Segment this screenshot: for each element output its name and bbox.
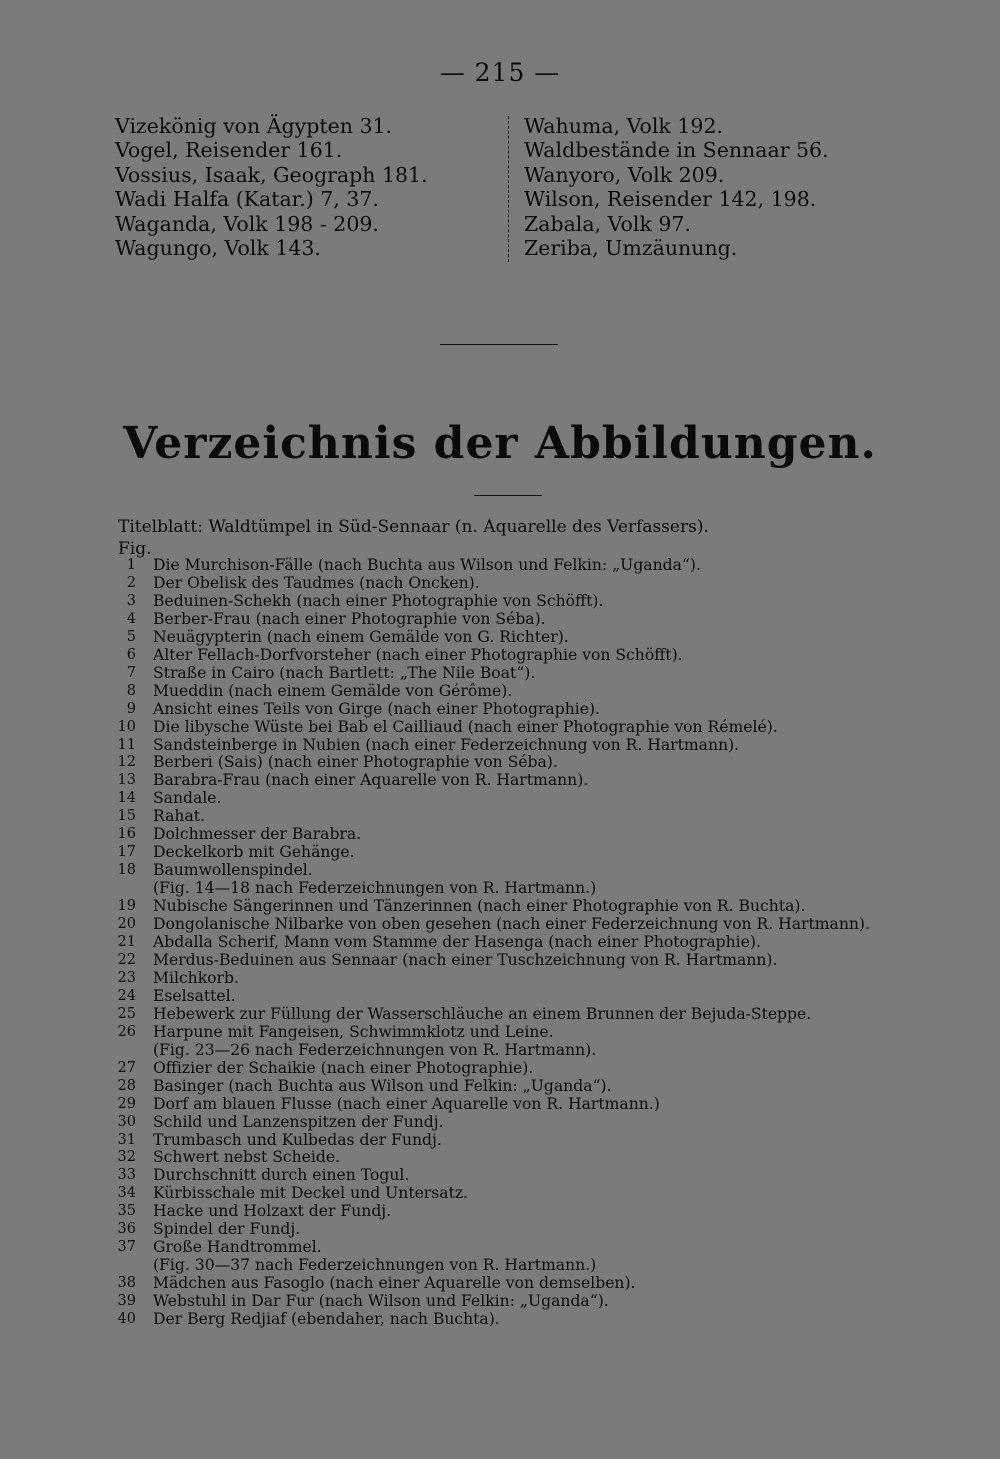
index-entry: Vossius, Isaak, Geograph 181. bbox=[115, 162, 428, 187]
figure-caption: Dongolanische Nilbarke von oben gesehen (nach einer Federzeichnung von R. Hartmann). bbox=[153, 915, 870, 934]
figure-number: 38 bbox=[117, 1275, 136, 1292]
index-entry: Vogel, Reisender 161. bbox=[115, 138, 343, 163]
figure-number: 36 bbox=[117, 1221, 136, 1238]
figure-caption: Webstuhl in Dar Fur (nach Wilson und Felkin: „Uganda“). bbox=[153, 1292, 609, 1311]
figure-entry bbox=[112, 629, 870, 647]
figure-caption: Hebewerk zur Füllung der Wasserschläuche an einem Brunnen der Bejuda-Steppe. bbox=[153, 1004, 812, 1023]
figure-caption: Alter Fellach-Dorfvorsteher (nach einer Photographie von Schöfft). bbox=[153, 645, 683, 664]
figure-number: 39 bbox=[117, 1293, 136, 1310]
figure-entry bbox=[112, 557, 870, 575]
figure-caption: Dolchmesser der Barabra. bbox=[153, 825, 362, 844]
figure-number: 28 bbox=[117, 1077, 136, 1094]
figure-caption: Berber-Frau (nach einer Photographie von Séba). bbox=[153, 609, 546, 628]
figure-caption: Mueddin (nach einem Gemälde von Gérôme). bbox=[153, 681, 513, 700]
figure-entry bbox=[112, 1311, 870, 1329]
figure-caption: Basinger (nach Buchta aus Wilson und Felkin: „Uganda“). bbox=[153, 1076, 612, 1095]
figure-caption: Spindel der Fundj. bbox=[153, 1220, 301, 1239]
figure-number: 40 bbox=[117, 1311, 136, 1328]
figure-number: 30 bbox=[117, 1113, 136, 1130]
figure-number: 17 bbox=[117, 844, 136, 861]
figure-caption: Dorf am blauen Flusse (nach einer Aquarelle von R. Hartmann.) bbox=[153, 1094, 660, 1113]
figure-caption: Barabra-Frau (nach einer Aquarelle von R. Hartmann). bbox=[153, 771, 589, 790]
figure-entry bbox=[112, 1239, 870, 1257]
figure-number: 24 bbox=[117, 987, 136, 1004]
figure-caption: Trumbasch und Kulbedas der Fundj. bbox=[153, 1130, 442, 1149]
column-divider bbox=[508, 116, 509, 262]
figure-number: 15 bbox=[117, 808, 136, 825]
figure-entry bbox=[112, 1185, 870, 1203]
figure-entry bbox=[112, 1203, 870, 1221]
figure-number: 4 bbox=[126, 610, 136, 627]
figure-number: 25 bbox=[117, 1005, 136, 1022]
figure-number: 11 bbox=[117, 736, 136, 753]
index-entry: Wanyoro, Volk 209. bbox=[524, 162, 725, 187]
figure-caption: (Fig. 30—37 nach Federzeichnungen von R. Hartmann.) bbox=[153, 1256, 597, 1275]
figure-entry bbox=[112, 593, 870, 611]
figure-number: 37 bbox=[117, 1239, 136, 1256]
figure-number: 9 bbox=[126, 700, 136, 717]
figure-caption: Mädchen aus Fasoglo (nach einer Aquarelle von demselben). bbox=[153, 1274, 636, 1293]
figure-entry bbox=[112, 1006, 870, 1024]
index-entry: Wahuma, Volk 192. bbox=[524, 114, 724, 138]
figure-entry bbox=[112, 737, 870, 755]
figure-number: 7 bbox=[126, 664, 136, 681]
figure-entry bbox=[112, 754, 870, 772]
index-entry: Vizekönig von Ägypten 31. bbox=[115, 114, 393, 138]
figure-entry bbox=[112, 1042, 870, 1060]
figure-caption: Abdalla Scherif, Mann vom Stamme der Hasenga (nach einer Photographie). bbox=[153, 933, 761, 952]
title-sheet-entry: Titelblatt: Waldtümpel in Süd-Sennaar (n. Aquarelle des Verfassers). bbox=[118, 517, 709, 537]
figure-entry bbox=[112, 1132, 870, 1150]
figure-entry bbox=[112, 1149, 870, 1167]
figure-number: 27 bbox=[117, 1059, 136, 1076]
figure-number: 8 bbox=[126, 682, 136, 699]
section-title: Verzeichnis der Abbildungen. bbox=[123, 418, 877, 469]
figure-entry bbox=[112, 790, 870, 808]
figure-caption: Rahat. bbox=[153, 807, 205, 826]
figure-caption: Der Obelisk des Taudmes (nach Oncken). bbox=[153, 573, 480, 592]
figure-entry bbox=[112, 988, 870, 1006]
figure-caption: Schwert nebst Scheide. bbox=[153, 1148, 341, 1167]
figure-number: 20 bbox=[117, 916, 136, 933]
index-entry: Waldbestände in Sennaar 56. bbox=[524, 138, 829, 163]
figure-number: 5 bbox=[126, 628, 136, 645]
figure-number: 29 bbox=[117, 1095, 136, 1112]
figure-entry bbox=[112, 844, 870, 862]
figure-entry bbox=[112, 952, 870, 970]
figure-caption: Die Murchison-Fälle (nach Buchta aus Wilson und Felkin: „Uganda“). bbox=[153, 556, 701, 574]
figure-number: 6 bbox=[126, 646, 136, 663]
figure-entry bbox=[112, 1257, 870, 1275]
figure-number: 21 bbox=[117, 934, 136, 951]
figure-caption: Deckelkorb mit Gehänge. bbox=[153, 843, 355, 862]
figure-caption: Offizier der Schaikie (nach einer Photographie). bbox=[153, 1058, 534, 1077]
figure-caption: Schild und Lanzenspitzen der Fundj. bbox=[153, 1112, 444, 1131]
figure-caption: Baumwollenspindel. bbox=[153, 861, 313, 880]
figure-number bbox=[112, 1042, 136, 1060]
figure-caption: Merdus-Beduinen aus Sennaar (nach einer Tuschzeichnung von R. Hartmann). bbox=[153, 950, 778, 969]
figure-entry bbox=[112, 898, 870, 916]
figure-entry bbox=[112, 1024, 870, 1042]
figure-number: 19 bbox=[117, 898, 136, 915]
figure-number bbox=[112, 880, 136, 898]
figure-number: 31 bbox=[117, 1131, 136, 1148]
figure-caption: Beduinen-Schekh (nach einer Photographie von Schöfft). bbox=[153, 591, 604, 610]
title-underline bbox=[474, 495, 542, 496]
figure-number: 3 bbox=[126, 592, 136, 609]
figure-entry bbox=[112, 808, 870, 826]
page-number: — 215 — bbox=[439, 58, 561, 87]
figure-caption: Die libysche Wüste bei Bab el Cailliaud (nach einer Photographie von Rémelé). bbox=[153, 717, 778, 736]
figure-caption: Ansicht eines Teils von Girge (nach einer Photographie). bbox=[153, 699, 601, 718]
index-entry: Zeriba, Umzäunung. bbox=[524, 236, 738, 261]
figure-caption: (Fig. 14—18 nach Federzeichnungen von R. Hartmann.) bbox=[153, 879, 597, 898]
figure-number: 10 bbox=[117, 718, 136, 735]
index-entry: Wagungo, Volk 143. bbox=[115, 236, 321, 261]
figure-caption: Straße in Cairo (nach Bartlett: „The Nile Boat“). bbox=[153, 663, 536, 682]
figure-caption: Berberi (Sais) (nach einer Photographie von Séba). bbox=[153, 753, 558, 772]
figure-entry bbox=[112, 665, 870, 683]
figure-entry bbox=[112, 1167, 870, 1185]
figure-number: 26 bbox=[117, 1023, 136, 1040]
figure-number: 2 bbox=[126, 574, 136, 591]
figure-entry bbox=[112, 1221, 870, 1239]
index-column-right bbox=[524, 114, 829, 260]
figure-entry bbox=[112, 826, 870, 844]
figure-caption: Harpune mit Fangeisen, Schwimmklotz und Leine. bbox=[153, 1022, 554, 1041]
figure-number: 18 bbox=[117, 862, 136, 879]
figure-entry bbox=[112, 916, 870, 934]
figure-entry bbox=[112, 611, 870, 629]
figure-number: 16 bbox=[117, 826, 136, 843]
figure-caption: Neuägypterin (nach einem Gemälde von G. Richter). bbox=[153, 627, 569, 646]
figure-entry bbox=[112, 575, 870, 593]
figure-entry bbox=[112, 970, 870, 988]
figure-number: 14 bbox=[117, 790, 136, 807]
index-entry: Zabala, Volk 97. bbox=[524, 211, 691, 236]
figure-entry bbox=[112, 1096, 870, 1114]
figure-number: 32 bbox=[117, 1149, 136, 1166]
figure-number: 23 bbox=[117, 969, 136, 986]
figure-entry bbox=[112, 862, 870, 880]
figure-caption: (Fig. 23—26 nach Federzeichnungen von R. Hartmann). bbox=[153, 1040, 597, 1059]
figure-caption: Der Berg Redjiaf (ebendaher, nach Buchta). bbox=[153, 1310, 500, 1329]
fig-label: Fig. bbox=[118, 539, 152, 559]
figure-caption: Sandsteinberge in Nubien (nach einer Federzeichnung von R. Hartmann). bbox=[153, 735, 740, 754]
figure-number: 22 bbox=[117, 951, 136, 968]
figure-list bbox=[112, 557, 870, 1329]
figure-number: 13 bbox=[117, 772, 136, 789]
figure-number: 1 bbox=[126, 557, 136, 573]
index-entry: Wilson, Reisender 142, 198. bbox=[524, 187, 817, 212]
figure-caption: Sandale. bbox=[153, 789, 222, 808]
figure-number: 12 bbox=[117, 754, 136, 771]
figure-caption: Milchkorb. bbox=[153, 968, 239, 987]
index-entry: Waganda, Volk 198 - 209. bbox=[115, 211, 379, 236]
figure-caption: Durchschnitt durch einen Togul. bbox=[153, 1166, 410, 1185]
figure-caption: Eselsattel. bbox=[153, 986, 236, 1005]
figure-number bbox=[112, 1257, 136, 1275]
section-divider bbox=[440, 344, 558, 345]
figure-number: 33 bbox=[117, 1167, 136, 1184]
figure-entry bbox=[112, 1078, 870, 1096]
figure-entry bbox=[112, 1293, 870, 1311]
figure-entry bbox=[112, 701, 870, 719]
figure-caption: Kürbisschale mit Deckel und Untersatz. bbox=[153, 1184, 469, 1203]
figure-number: 35 bbox=[117, 1203, 136, 1220]
figure-entry bbox=[112, 683, 870, 701]
figure-entry bbox=[112, 1275, 870, 1293]
figure-number: 34 bbox=[117, 1185, 136, 1202]
figure-entry bbox=[112, 1114, 870, 1132]
figure-caption: Nubische Sängerinnen und Tänzerinnen (nach einer Photographie von R. Buchta). bbox=[153, 897, 806, 916]
figure-caption: Große Handtrommel. bbox=[153, 1238, 322, 1257]
figure-entry bbox=[112, 719, 870, 737]
figure-entry bbox=[112, 647, 870, 665]
index-entry: Wadi Halfa (Katar.) 7, 37. bbox=[115, 187, 379, 212]
figure-entry bbox=[112, 880, 870, 898]
figure-entry bbox=[112, 772, 870, 790]
figure-entry bbox=[112, 934, 870, 952]
index-column-left bbox=[115, 114, 428, 260]
figure-caption: Hacke und Holzaxt der Fundj. bbox=[153, 1202, 392, 1221]
figure-entry bbox=[112, 1060, 870, 1078]
